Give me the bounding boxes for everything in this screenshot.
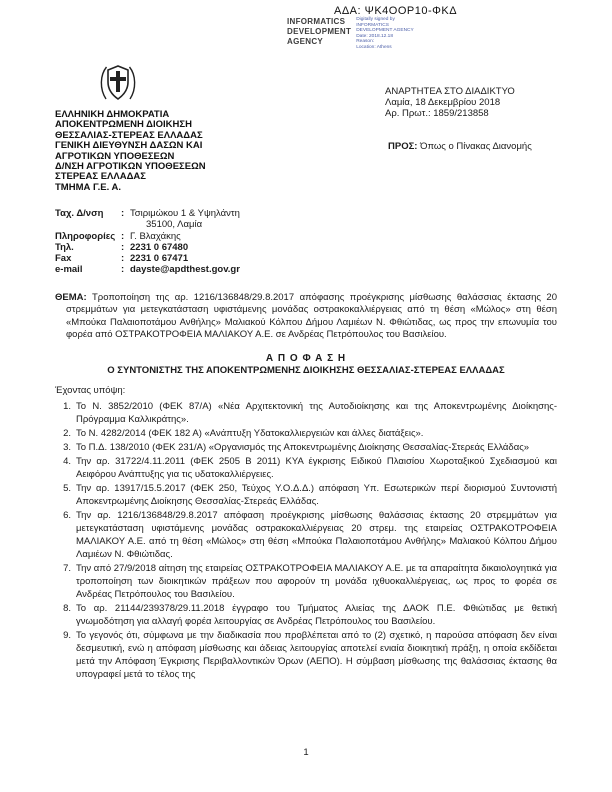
signature-details bbox=[356, 17, 414, 51]
signature-agency-name bbox=[287, 17, 351, 51]
email-row: e-mail : dayste@apdthest.gov.gr bbox=[55, 264, 240, 276]
consideration-item bbox=[55, 455, 557, 481]
signature-agency-line: AGENCY bbox=[287, 37, 324, 46]
consideration-item bbox=[55, 427, 557, 440]
info-value: Γ. Βλαχάκης bbox=[130, 230, 181, 242]
item-text: Την από 27/9/2018 αίτηση της εταιρείας ΟΣΤΡΑΚΟΤΡΟΦΕΙΑ ΜΑΛΙΑΚΟΥ Α.Ε. με τα απαραίτητα δικαιολογητικά για τροποποίηση των διοικητικών πράξεων που αφορούν τη μονάδα ιχθυοκαλλιέργειας, ως προς το φορέα σε Ανδρέας Πετρόπουλος του Βασιλείου. bbox=[76, 562, 557, 600]
address-value: Τσιριμώκου 1 & Υψηλάντη bbox=[130, 208, 240, 219]
authority-line: ΑΠΟΚΕΝΤΡΩΜΕΝΗ ΔΙΟΙΚΗΣΗ bbox=[55, 119, 192, 131]
item-number: 1. bbox=[63, 400, 71, 412]
authority-line: Δ/ΝΣΗ ΑΓΡΟΤΙΚΩΝ ΥΠΟΘΕΣΕΩΝ bbox=[55, 161, 206, 173]
to-value: Όπως ο Πίνακας Διανομής bbox=[420, 141, 532, 152]
item-number: 9. bbox=[63, 629, 71, 641]
item-text: Το Ν. 4282/2014 (ΦΕΚ 182 Α) «Ανάπτυξη Υδατοκαλλιεργειών και άλλες διατάξεις». bbox=[76, 427, 424, 439]
signature-detail-line: Digitally signed by bbox=[356, 17, 395, 22]
tel-row: Τηλ. : 2231 0 67480 bbox=[55, 241, 189, 253]
recipient-block bbox=[388, 141, 532, 152]
signature-agency-line: DEVELOPMENT bbox=[287, 27, 352, 36]
fax-value: 2231 0 67471 bbox=[130, 253, 189, 265]
item-number: 3. bbox=[63, 441, 71, 453]
considerations-list bbox=[55, 400, 557, 681]
signature-detail-line: INFORMATICS bbox=[356, 22, 389, 28]
address-row: Ταχ. Δ/νση : Τσιριμώκου 1 & Υψηλάντη bbox=[55, 208, 240, 219]
decision-title: Α Π Ο Φ Α Σ Η bbox=[265, 352, 347, 364]
to-label: ΠΡΟΣ: bbox=[388, 141, 418, 152]
info-row: Πληροφορίες : Γ. Βλαχάκης bbox=[55, 230, 181, 242]
consideration-item bbox=[55, 629, 557, 681]
email-value: dayste@apdthest.gov.gr bbox=[130, 264, 240, 276]
address-value-2: 35100, Λαμία bbox=[146, 219, 203, 231]
signature-detail-line: Reason: bbox=[356, 39, 375, 45]
tel-label: Τηλ. bbox=[55, 241, 74, 253]
signature-agency-line: INFORMATICS bbox=[287, 17, 346, 26]
greek-national-emblem-icon bbox=[100, 63, 136, 108]
address-row-2 bbox=[55, 219, 335, 230]
authority-line: ΘΕΣΣΑΛΙΑΣ-ΣΤΕΡΕΑΣ ΕΛΛΑΔΑΣ bbox=[55, 129, 203, 141]
place-date: Λαμία, 18 Δεκεμβρίου 2018 bbox=[385, 97, 501, 108]
item-text: Το Π.Δ. 138/2010 (ΦΕΚ 231/Α) «Οργανισμός της Αποκεντρωμένης Διοίκησης Θεσσαλίας-Στερεάς Ελλάδας» bbox=[76, 441, 530, 453]
item-number: 6. bbox=[63, 509, 71, 521]
decision-subtitle: Ο ΣΥΝΤΟΝΙΣΤΗΣ ΤΗΣ ΑΠΟΚΕΝΤΡΩΜΕΝΗΣ ΔΙΟΙΚΗΣΗΣ ΘΕΣΣΑΛΙΑΣ-ΣΤΕΡΕΑΣ ΕΛΛΑΔΑΣ bbox=[107, 364, 505, 376]
subject-label: ΘΕΜΑ: bbox=[55, 292, 87, 303]
authority-line: ΓΕΝΙΚΗ ΔΙΕΥΘΥΝΣΗ ΔΑΣΩΝ ΚΑΙ bbox=[55, 140, 203, 152]
address-label: Ταχ. Δ/νση bbox=[55, 208, 104, 219]
authority-line: ΤΜΗΜΑ Γ.Ε. Α. bbox=[55, 181, 122, 193]
email-label: e-mail bbox=[55, 264, 83, 276]
tel-value: 2231 0 67480 bbox=[130, 241, 189, 253]
item-text: Την αρ. 31722/4.11.2011 (ΦΕΚ 2505 Β 2011) ΚΥΑ έγκρισης Ειδικού Πλαισίου Χωροταξικού Σχεδιασμού και Αειφόρου Ανάπτυξης για τις υδατοκαλλιέργειες. bbox=[76, 455, 557, 480]
item-number: 7. bbox=[63, 562, 71, 574]
fax-row: Fax : 2231 0 67471 bbox=[55, 253, 189, 265]
page-number: 1 bbox=[303, 747, 309, 758]
signature-detail-line: Date: 2018.12.18 bbox=[356, 33, 394, 39]
posting-note: ΑΝΑΡΤΗΤΕΑ ΣΤΟ ΔΙΑΔΙΚΤΥΟ bbox=[385, 86, 515, 97]
authority-line: ΕΛΛΗΝΙΚΗ ΔΗΜΟΚΡΑΤΙΑ bbox=[55, 109, 170, 120]
item-number: 5. bbox=[63, 482, 71, 494]
contact-block bbox=[55, 208, 335, 276]
authority-line: ΣΤΕΡΕΑΣ ΕΛΛΑΔΑΣ bbox=[55, 171, 146, 183]
consideration-item bbox=[55, 400, 557, 426]
consideration-item bbox=[55, 441, 557, 454]
consideration-item bbox=[55, 562, 557, 601]
consideration-item bbox=[55, 602, 557, 628]
subject-text: Τροποποίηση της αρ. 1216/136848/29.8.2017 απόφασης προέγκρισης μίσθωσης θαλάσσιας έκτασης 20 στρεμμάτων για μετεγκατάσταση υφιστάμενης μονάδας οστρακοκαλλιέργειας από τη θέση «Μώλος» στη θέση «Μπούκα Παλαιοποτάμου Ανθήλης» Μαλιακού Κόλπου Δήμου Λαμιέων Ν. Φθιώτιδας, ως προς την επωνυμία του φορέα από ΟΣΤΡΑΚΟΤΡΟΦΕΙΑ ΜΑΛΙΑΚΟΥ Α.Ε. σε Ανδρέας Πετρόπουλος του Βασιλείου. bbox=[66, 292, 557, 341]
consideration-item bbox=[55, 482, 557, 508]
having-regard-label: Έχοντας υπόψη: bbox=[55, 384, 126, 396]
item-text: Το αρ. 21144/239378/29.11.2018 έγγραφο του Τμήματος Αλιείας της ΔΑΟΚ Π.Ε. Φθιώτιδας με θετική γνωμοδότηση για αλλαγή φορέα λειτουργίας σε Ανδρέας Πετρόπουλος του Βασιλείου. bbox=[76, 602, 557, 627]
item-number: 8. bbox=[63, 602, 71, 614]
document-meta-block bbox=[385, 86, 560, 119]
signature-detail-line: DEVELOPMENT AGENCY bbox=[356, 28, 414, 34]
item-text: Την αρ. 13917/15.5.2017 (ΦΕΚ 250, Τεύχος Υ.Ο.Δ.Δ.) απόφαση Υπ. Εσωτερικών περί διορισμού Συντονιστή Αποκεντρωμένης Διοίκησης Θεσσαλίας-Στερεάς Ελλάδας. bbox=[76, 482, 557, 507]
consideration-item bbox=[55, 509, 557, 561]
subject-paragraph bbox=[55, 292, 557, 342]
item-text: Την αρ. 1216/136848/29.8.2017 απόφαση προέγκρισης μίσθωσης θαλάσσιας έκτασης 20 στρεμμάτων για μετεγκατάσταση υφιστάμενης μονάδας οστρακοκαλλιέργειας 20 στρεμ. της εταιρείας ΟΣΤΡΑΚΟΤΡΟΦΕΙΑ ΜΑΛΙΑΚΟΥ Α.Ε. από τη θέση «Μώλος» στη θέση «Μπούκα Παλαιοποτάμου Ανθήλης» Μαλιακού Κόλπου Δήμου Λαμιέων Ν. Φθιώτιδας. bbox=[76, 509, 557, 560]
info-label: Πληροφορίες bbox=[55, 230, 116, 242]
signature-detail-line: Location: Athens bbox=[356, 44, 392, 50]
item-text: Το γεγονός ότι, σύμφωνα με την διαδικασία που προβλέπεται από το (2) σχετικό, η παρούσα απόφαση δεν είναι δεσμευτική, ενώ η απόφαση μίσθωσης και άδειας λειτουργίας αποτελεί ενιαία διοικητική πράξη, η οποία εκδίδεται μετά την Απόφαση Έγκρισης Περιβαλλοντικών Όρων (ΑΕΠΟ). Η σύμβαση μίσθωσης της θαλάσσιας έκτασης θα υπογραφεί μετά το τέλος της bbox=[76, 629, 557, 680]
issuing-authority-block bbox=[55, 110, 305, 193]
item-text: Το Ν. 3852/2010 (ΦΕΚ 87/Α) «Νέα Αρχιτεκτονική της Αυτοδιοίκησης και της Αποκεντρωμένης Διοίκησης-Πρόγραμμα Καλλικράτης». bbox=[76, 400, 557, 425]
item-number: 4. bbox=[63, 455, 71, 467]
fax-label: Fax bbox=[55, 253, 72, 265]
ada-code: ΑΔΑ: ΨΚ4ΟΟΡ10-ΦΚΔ bbox=[334, 5, 458, 17]
protocol-number: Αρ. Πρωτ.: 1859/213858 bbox=[385, 108, 489, 119]
digital-signature-stamp bbox=[287, 17, 414, 51]
item-number: 2. bbox=[63, 427, 71, 439]
authority-line: ΑΓΡΟΤΙΚΩΝ ΥΠΟΘΕΣΕΩΝ bbox=[55, 150, 175, 162]
document-body bbox=[55, 292, 557, 682]
